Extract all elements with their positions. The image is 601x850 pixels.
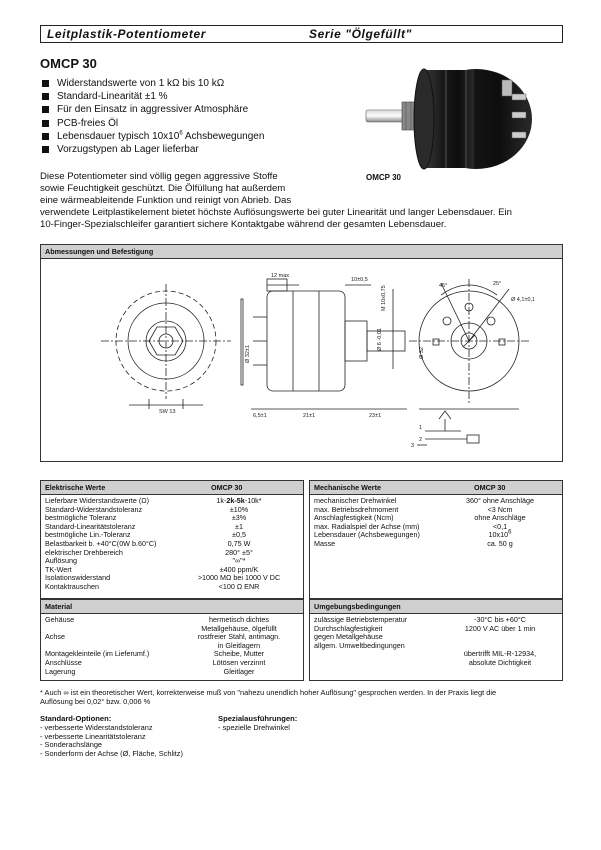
dim-label: Ø 6 -0,01 [377, 328, 383, 351]
product-photo [306, 52, 561, 182]
feature-item: PCB-freies Öl [40, 117, 264, 130]
environment-labels: zulässige Betriebstemperatur Durchschlagfestigkeit gegen Metallgehäuse allgem. Umweltbedingungen [314, 615, 408, 650]
bullet-square-icon [42, 106, 49, 113]
material-heading: Material [41, 600, 303, 614]
feature-list [40, 77, 264, 156]
dim-label: 21±1 [303, 413, 316, 419]
dim-label: 12 max [271, 273, 290, 279]
dim-label: 25° [493, 281, 502, 287]
dim-label: 10±0,5 [351, 277, 368, 283]
environment-heading: Umgebungsbedingungen [310, 600, 562, 614]
series-header [40, 25, 563, 43]
description-full: verwendete Leitplastikelement bietet höchste Auflösungswerte bei guter Linearität und langer Lebensdauer. Ein 10-Finger-Spezialschleifer garantiert sichere Kontaktgabe während der gesamten Lebensdauer. [40, 207, 513, 230]
standard-options [40, 715, 183, 759]
product-title: OMCP 30 [40, 56, 97, 71]
option-item: - verbesserte Widerstandstoleranz [40, 722, 153, 732]
option-item: - verbesserte Linearitätstoleranz [40, 731, 146, 741]
pin-label: 3 [411, 443, 415, 449]
description-short: Diese Potentiometer sind völlig gegen aggressive Stoffe sowie Feuchtigkeit geschützt. Die Ölfüllung hat außerdem eine wärmeableitende Funktion und reinigt von Abrieb. Das [40, 171, 292, 206]
feature-item: Vorzugstypen ab Lager lieferbar [40, 143, 264, 156]
pin-label: 1 [419, 425, 423, 431]
environment-table [309, 599, 563, 681]
dimension-drawing-box [40, 244, 563, 462]
feature-item: Widerstandswerte von 1 kΩ bis 10 kΩ [40, 77, 264, 90]
electrical-col-header: OMCP 30 [211, 483, 243, 492]
option-item: - Sonderachslänge [40, 740, 103, 750]
mechanical-heading: Mechanische Werte [314, 483, 381, 492]
drawing-heading: Abmessungen und Befestigung [41, 245, 562, 259]
mechanical-col-header: OMCP 30 [474, 483, 506, 492]
electrical-values-table [40, 480, 304, 599]
mechanical-labels: mechanischer Drehwinkel max. Betriebsdrehmoment Anschlagfestigkeit (Ncm) max. Radialspiel der Achse (mm) Lebensdauer (Achsbewegungen) Masse [314, 496, 420, 548]
mechanical-values: 360° ohne Anschläge <3 Ncm ohne Anschläge <0,1 $10x10^6$ ca. 50 g [465, 496, 535, 548]
feature-item: Für den Einsatz in aggressiver Atmosphäre [40, 103, 264, 116]
electrical-labels: Lieferbare Widerstandswerte (Ω) Standard-Widerstandstoleranz bestmögliche Toleranz Standard-Linearitätstoleranz bestmögliche Lin.-Toleranz Belastbarkeit b. +40°C(0W b.60°C) elektrischer Drehbereich Auflösung TK-Wert Isolationswiderstand Kontaktrauschen [45, 496, 157, 591]
photo-caption: OMCP 30 [366, 173, 401, 182]
special-versions [218, 715, 297, 733]
footnote: * Auch ∞ ist ein theoretischer Wert, korrekterweise muß von "nahezu unendlich hoher Auflösung" gesprochen werden. In der Praxis liegt die Auflösung bei 0,02° bzw. 0,006 % [40, 688, 497, 706]
header-left: Leitplastik-Potentiometer [47, 27, 207, 41]
material-values: hermetisch dichtes Metallgehäuse, ölgefüllt rostfreier Stahl, antimagn. in Gleitlagern Scheibe, Mutter Lötösen verzinnt Gleitlager [197, 615, 281, 676]
header-right: Serie "Ölgefüllt" [309, 27, 412, 41]
potentiometer-photo-icon [306, 52, 561, 182]
dim-label: Ø 4,1±0,1 [511, 297, 536, 303]
bullet-square-icon [42, 120, 49, 127]
special-heading: Spezialausführungen: [218, 714, 298, 723]
special-item: - spezielle Drehwinkel [218, 722, 290, 732]
dimension-drawing-icon [41, 259, 562, 459]
dim-label: Ø 32 [419, 347, 425, 359]
environment-values: -30°C bis +60°C 1200 V AC über 1 min übertrifft MIL-R-12934, absolute Dichtigkeit [463, 615, 537, 667]
dim-label: M 10x0,75 [381, 285, 387, 311]
dim-label: 23±1 [369, 413, 382, 419]
bullet-square-icon [42, 133, 49, 140]
dim-label: SW 13 [159, 409, 176, 415]
electrical-values: 1k-2k-5k-10k* ±10% ±3% ±1 ±0,5 0,75 W 280° ±5° "∞"* ±400 ppm/K >1000 MΩ bei 1000 V DC <100 Ω ENR [197, 496, 281, 591]
dim-label: 45° [439, 283, 448, 289]
mechanical-values-table [309, 480, 563, 599]
standard-options-heading: Standard-Optionen: [40, 714, 112, 723]
dim-label: 6,5±1 [253, 413, 267, 419]
option-item: - Sonderform der Achse (Ø, Fläche, Schlitz) [40, 749, 183, 759]
bullet-square-icon [42, 80, 49, 87]
material-labels: Gehäuse Achse Montagekleinteile (im Lieferumf.) Anschlüsse Lagerung [45, 615, 150, 676]
bullet-square-icon [42, 146, 49, 153]
dim-label: Ø 32±1 [245, 344, 251, 363]
pin-label: 2 [419, 437, 423, 443]
bullet-square-icon [42, 93, 49, 100]
feature-item: Standard-Linearität ±1 % [40, 90, 264, 103]
feature-item: Lebensdauer typisch $10x10^6$ Achsbewegungen [40, 130, 264, 143]
electrical-heading: Elektrische Werte [45, 483, 106, 492]
material-table [40, 599, 304, 681]
